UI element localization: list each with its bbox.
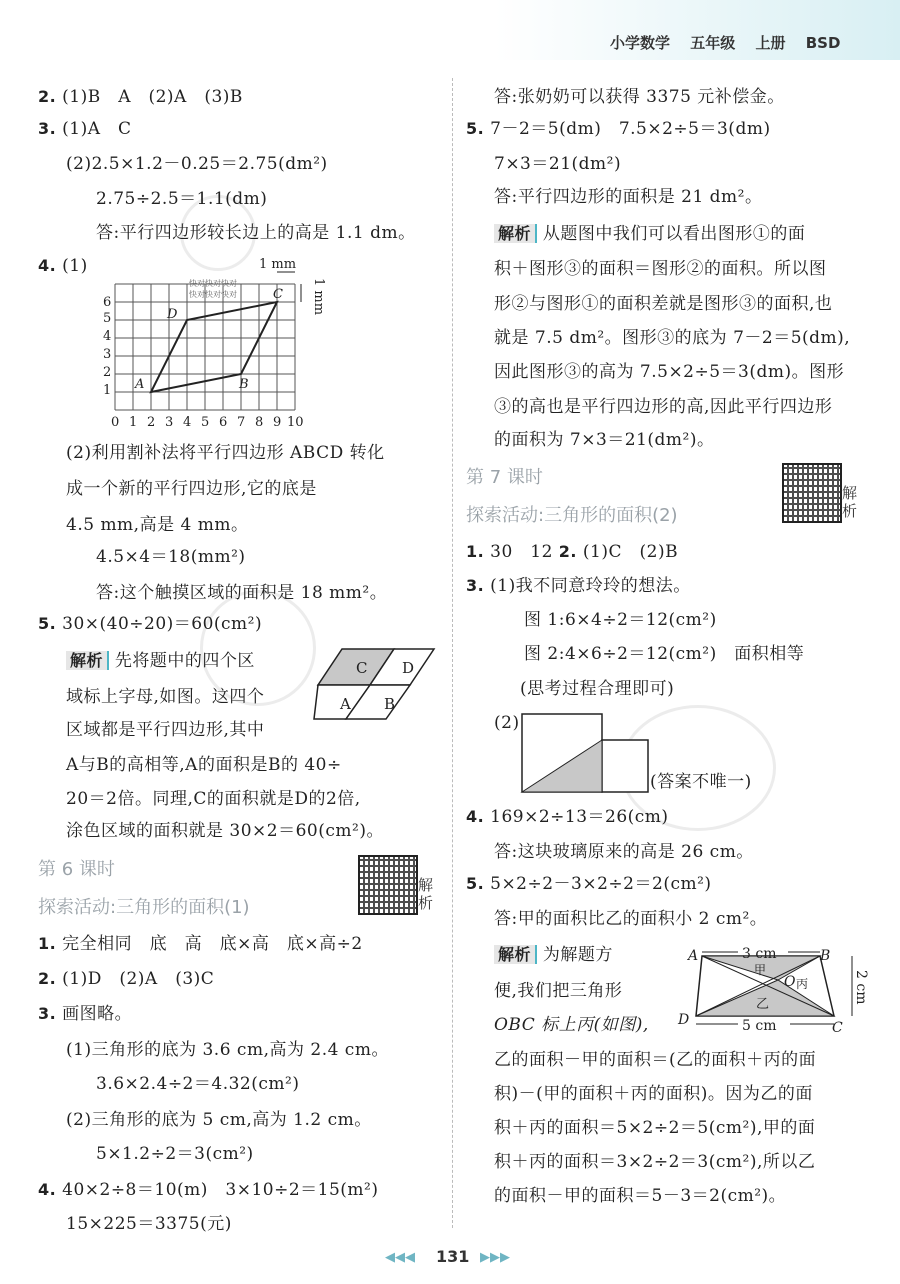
- x-tick: 6: [219, 415, 228, 430]
- text-line: 积)－(甲的面积＋丙的面积)。因为乙的面: [494, 1084, 813, 1104]
- text-line: 域标上字母,如图。这四个: [66, 687, 265, 707]
- l7-q3: 3. (1)我不同意玲玲的想法。: [466, 576, 691, 596]
- footer-right-arrows: ▶▶▶: [480, 1250, 510, 1265]
- header-edition: BSD: [805, 34, 841, 52]
- header-volume: 上册: [755, 34, 786, 52]
- point-label: A: [688, 948, 699, 964]
- text-line: 答:平行四边形较长边上的高是 1.1 dm。: [96, 223, 416, 243]
- qr-code[interactable]: [358, 855, 418, 915]
- l7-q4: 4. 169×2÷13＝26(cm): [466, 807, 669, 827]
- l6-q3: 3. 画图略。: [38, 1004, 133, 1024]
- grid-figure: [85, 250, 335, 435]
- y-tick: 5: [103, 311, 112, 326]
- text-line: 就是 7.5 dm²。图形③的底为 7－2＝5(dm),: [494, 328, 851, 348]
- text-line: 成一个新的平行四边形,它的底是: [66, 479, 317, 499]
- mm-label-top: 1 mm: [259, 257, 297, 272]
- l6-q2: 2. (1)D (2)A (3)C: [38, 969, 215, 989]
- page-number: 131: [436, 1247, 470, 1266]
- text-line: 积＋图形③的面积＝图形②的面积。所以图: [494, 259, 827, 279]
- dimension-label: 3 cm: [742, 946, 777, 962]
- column-divider: [452, 78, 453, 1228]
- parallelogram-regions-figure: [312, 645, 440, 723]
- text-line: 积＋丙的面积＝5×2÷2＝5(cm²),甲的面: [494, 1118, 816, 1138]
- text-line: 乙的面积－甲的面积＝(乙的面积＋丙的面: [494, 1050, 817, 1070]
- mm-label-side: 1 mm: [311, 278, 326, 316]
- y-tick: 1: [103, 383, 112, 398]
- qr-code[interactable]: [782, 463, 842, 523]
- text-line: 4.5 mm,高是 4 mm。: [66, 515, 249, 535]
- x-tick: 0: [111, 415, 120, 430]
- qr-label: 析: [418, 894, 434, 912]
- x-tick: 4: [183, 415, 192, 430]
- text-line: (2)2.5×1.2－0.25＝2.75(dm²): [66, 154, 328, 174]
- header: [610, 32, 840, 53]
- text-line: 因此图形③的高为 7.5×2÷5＝3(dm)。图形: [494, 362, 845, 382]
- text-line: 15×225＝3375(元): [66, 1214, 232, 1234]
- y-tick: 4: [103, 329, 112, 344]
- analysis-line: 解析 为解题方: [494, 944, 613, 966]
- text-line: (2)利用割补法将平行四边形 ABCD 转化: [66, 443, 385, 463]
- point-label: B: [239, 377, 249, 392]
- point-label: A: [135, 377, 145, 392]
- analysis-tag: 解析: [494, 945, 537, 964]
- text-line: 便,我们把三角形: [494, 981, 623, 1001]
- x-tick: 9: [273, 415, 282, 430]
- text-line: 的面积为 7×3＝21(dm²)。: [494, 430, 715, 450]
- qr-label: 解: [418, 876, 434, 894]
- region-label: B: [384, 695, 396, 713]
- x-tick: 2: [147, 415, 156, 430]
- l6-q4: 4. 40×2÷8＝10(m) 3×10÷2＝15(m²): [38, 1180, 379, 1200]
- region-label: 甲: [754, 963, 767, 977]
- text-line: 5×1.2÷2＝3(cm²): [96, 1144, 254, 1164]
- small-text: 快对快对快对: [189, 290, 237, 299]
- text-line: 图 2:4×6÷2＝12(cm²) 面积相等: [524, 644, 805, 664]
- region-label: 丙: [796, 977, 809, 991]
- point-label: B: [820, 948, 831, 964]
- lesson6-title: 第 6 课时: [38, 859, 115, 880]
- lesson6-activity: 探索活动:三角形的面积(1): [38, 897, 250, 918]
- text-line: 20＝2倍。同理,C的面积就是D的2倍,: [66, 789, 361, 809]
- header-subject: 小学数学: [610, 34, 671, 52]
- text-line: 形②与图形①的面积差就是图形③的面积,也: [494, 294, 833, 314]
- text-line: 2.75÷2.5＝1.1(dm): [96, 189, 268, 209]
- y-tick: 3: [103, 347, 112, 362]
- text-line: 的面积－甲的面积＝5－3＝2(cm²)。: [494, 1186, 787, 1206]
- point-label: C: [273, 287, 283, 302]
- trapezoid-figure: [674, 940, 869, 1040]
- l6-q1: 1. 完全相同 底 高 底×高 底×高÷2: [38, 934, 363, 954]
- qr-label: 析: [842, 502, 858, 520]
- lesson7-activity: 探索活动:三角形的面积(2): [466, 505, 678, 526]
- text-line: 涂色区域的面积就是 30×2＝60(cm²)。: [66, 821, 384, 841]
- left-q5: 5. 30×(40÷20)＝60(cm²): [38, 614, 263, 634]
- text-line: OBC 标上丙(如图),: [494, 1015, 649, 1035]
- text-line: 答:这个触摸区域的面积是 18 mm²。: [96, 583, 388, 603]
- dimension-label: 5 cm: [742, 1018, 777, 1034]
- region-label: C: [356, 659, 368, 677]
- text-line: 答:甲的面积比乙的面积小 2 cm²。: [494, 909, 768, 929]
- y-tick: 6: [103, 295, 112, 310]
- region-label: A: [340, 695, 351, 713]
- right-q5: 5. 7－2＝5(dm) 7.5×2÷5＝3(dm): [466, 119, 771, 139]
- header-grade: 五年级: [690, 34, 736, 52]
- region-label: 乙: [756, 997, 770, 1012]
- x-tick: 8: [255, 415, 264, 430]
- text-line: 4.5×4＝18(mm²): [96, 547, 246, 567]
- text-line: 答:张奶奶可以获得 3375 元补偿金。: [494, 87, 785, 107]
- dimension-label: 2 cm: [853, 970, 869, 1005]
- analysis-line: 解析 先将题中的四个区: [66, 650, 255, 672]
- l7-q1-q2: 1. 30 12 2. (1)C (2)B: [466, 542, 679, 562]
- x-tick: 3: [165, 415, 174, 430]
- text-line: 3.6×2.4÷2＝4.32(cm²): [96, 1074, 300, 1094]
- left-q4: 4. (1): [38, 256, 88, 276]
- x-tick: 7: [237, 415, 246, 430]
- text-line: A与B的高相等,A的面积是B的 40÷: [66, 755, 342, 775]
- l7-q5: 5. 5×2÷2－3×2÷2＝2(cm²): [466, 874, 712, 894]
- text-line: (2): [494, 713, 520, 733]
- text-line: 图 1:6×4÷2＝12(cm²): [524, 610, 717, 630]
- point-label: C: [832, 1020, 843, 1036]
- analysis-line: 解析 从题图中我们可以看出图形①的面: [494, 223, 805, 245]
- x-tick: 10: [287, 415, 304, 430]
- text-line: ③的高也是平行四边形的高,因此平行四边形: [494, 397, 833, 417]
- region-label: D: [402, 659, 415, 677]
- text-line: (答案不唯一): [650, 772, 752, 792]
- analysis-tag: 解析: [66, 651, 109, 670]
- small-text: 快对快对快对: [189, 279, 237, 288]
- text-line: 7×3＝21(dm²): [494, 154, 622, 174]
- point-label: O: [784, 974, 796, 990]
- point-label: D: [167, 307, 178, 322]
- text-line: 答:这块玻璃原来的高是 26 cm。: [494, 842, 754, 862]
- text-line: 答:平行四边形的面积是 21 dm²。: [494, 187, 763, 207]
- text-line: 积＋丙的面积＝3×2÷2＝3(cm²),所以乙: [494, 1152, 816, 1172]
- x-tick: 1: [129, 415, 138, 430]
- footer-left-arrows: ◀◀◀: [385, 1250, 415, 1265]
- square-rectangle-figure: [520, 712, 650, 794]
- y-tick: 2: [103, 365, 112, 380]
- text-line: (2)三角形的底为 5 cm,高为 1.2 cm。: [66, 1110, 372, 1130]
- text-line: 区域都是平行四边形,其中: [66, 720, 265, 740]
- lesson7-title: 第 7 课时: [466, 467, 543, 488]
- left-q2: 2. (1)B A (2)A (3)B: [38, 87, 243, 107]
- analysis-tag: 解析: [494, 224, 537, 243]
- left-q3: 3. (1)A C: [38, 119, 132, 139]
- x-tick: 5: [201, 415, 210, 430]
- qr-label: 解: [842, 484, 858, 502]
- text-line: (1)三角形的底为 3.6 cm,高为 2.4 cm。: [66, 1040, 389, 1060]
- point-label: D: [678, 1012, 690, 1028]
- text-line: (思考过程合理即可): [520, 679, 675, 699]
